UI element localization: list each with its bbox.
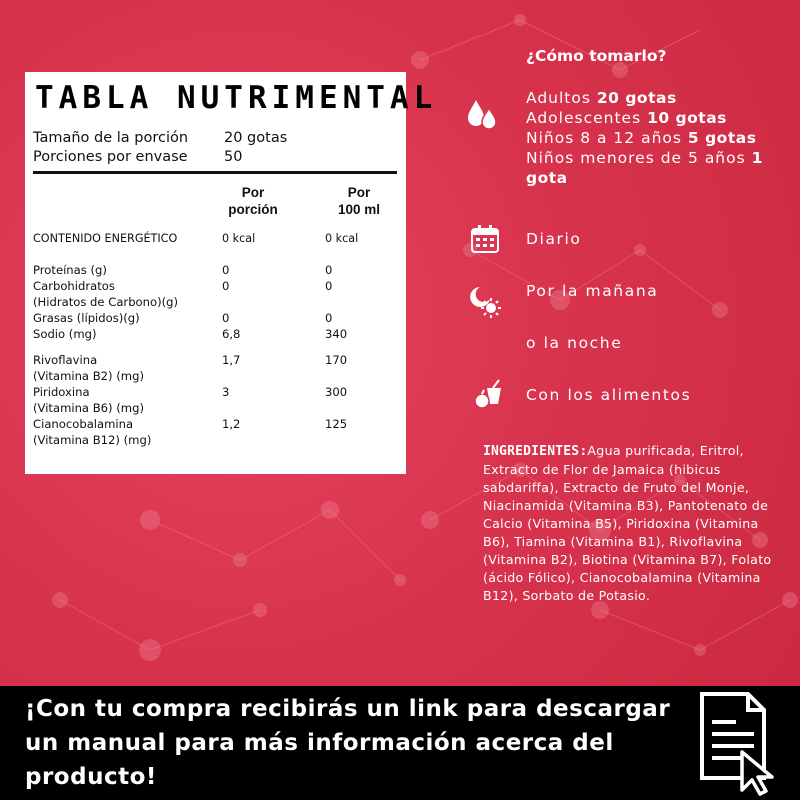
ingredients-text: Agua purificada, Eritrol, Extracto de Flor de Jamaica (hibicus sabdariffa), Extracto de Fruto del Monje, Niacinamida (Vitamina B3), Pantotenato de Calcio (Vitamina B5), Piridoxina (Vitamina B6), Tiamina (Vitamina B1), Rivoflavina (Vitamina B2), Biotina (Vitamina B7), Folato (ácido Fólico), Cianocobalamina (Vitamina B12), Sorbato de Potasio.: [483, 443, 772, 603]
col-per-portion: Por porción: [228, 185, 278, 217]
banner-text: ¡Con tu compra recibirás un link para descargar un manual para más información acerca del producto!: [25, 696, 671, 790]
servings-label: Porciones por envase: [33, 149, 188, 165]
ingredients: [483, 442, 788, 605]
table-row: Rivoflavina (Vitamina B2) (mg) 1,7 170: [33, 353, 348, 383]
table-row: Piridoxina (Vitamina B6) (mg) 3 300: [33, 385, 348, 415]
howto-title: ¿Cómo tomarlo?: [526, 47, 667, 65]
col-per-100ml: Por 100 ml: [337, 185, 381, 217]
with-food-label: Con los alimentos: [526, 386, 692, 404]
nutrition-title: TABLA NUTRIMENTAL: [35, 80, 438, 116]
calendar-icon: [470, 224, 500, 254]
document-cursor-icon: [696, 690, 786, 796]
frequency-label: Diario: [526, 230, 582, 248]
table-row: Proteínas (g) 0 0: [33, 263, 333, 277]
dose-list: Adultos 20 gotas Adolescentes 10 gotas Niños 8 a 12 años 5 gotas Niños menores de 5 años 1 gota: [526, 89, 763, 187]
nutrient-rows: [33, 231, 398, 448]
morning-label: Por la mañana: [526, 282, 659, 300]
night-label: o la noche: [526, 334, 623, 352]
nutrition-table: [25, 72, 438, 474]
table-row: Carbohidratos (Hidratos de Carbono)(g) 0 0: [33, 279, 333, 309]
serving-info: [33, 129, 398, 167]
servings-value: 50: [224, 149, 243, 165]
serving-size-value: 20 gotas: [224, 130, 288, 146]
table-row: CONTENIDO ENERGÉTICO 0 kcal 0 kcal: [33, 232, 359, 245]
table-row: Cianocobalamina (Vitamina B12) (mg) 1,2 125: [33, 417, 348, 447]
food-icon: [473, 378, 505, 410]
serving-size-label: Tamaño de la porción: [33, 130, 189, 146]
drops-icon: [464, 96, 500, 132]
table-row: Grasas (lípidos)(g) 0 0: [33, 311, 333, 325]
table-row: Sodio (mg) 6,8 340: [33, 327, 348, 341]
column-headers: [33, 174, 398, 228]
bottom-banner: [0, 686, 800, 800]
sun-moon-icon: [466, 283, 504, 321]
ingredients-heading: INGREDIENTES:: [483, 444, 588, 459]
